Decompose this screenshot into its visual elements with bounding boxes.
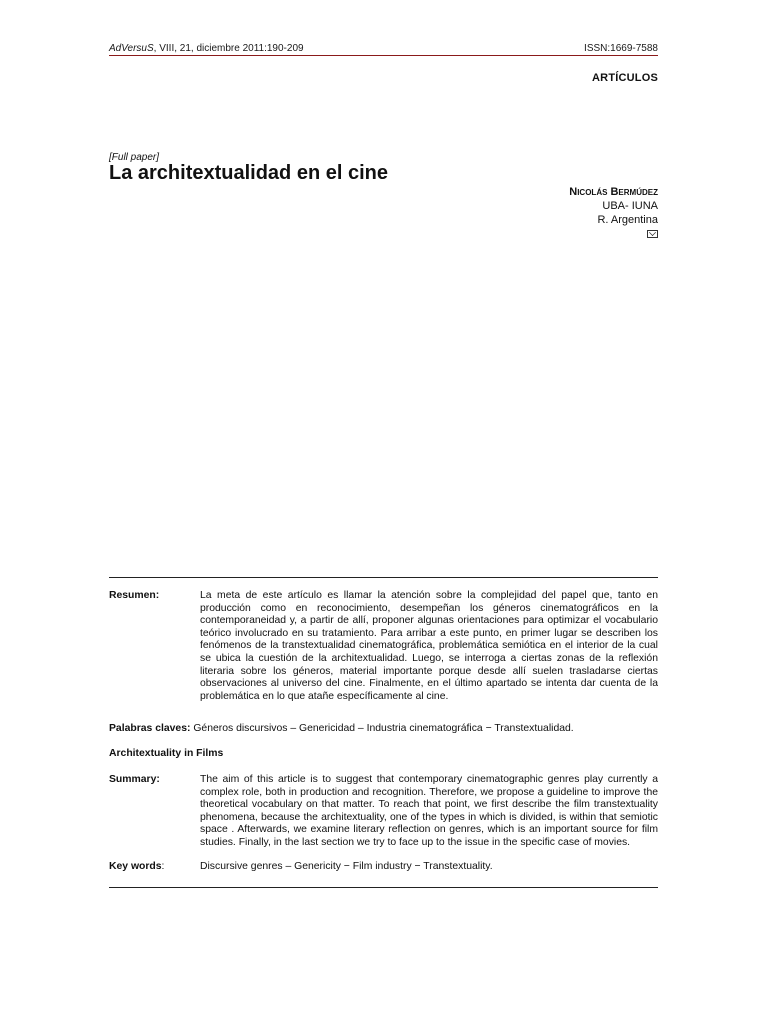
abstract-top-rule	[109, 577, 658, 578]
paper-type: [Full paper]	[109, 152, 160, 163]
author-affiliation: UBA- IUNA	[602, 200, 658, 212]
keywords-row	[109, 861, 658, 874]
issn: ISSN:1669-7588	[584, 43, 658, 54]
section-label: ARTÍCULOS	[592, 72, 658, 84]
keywords-text: Discursive genres – Genericity − Film industry − Transtextuality.	[200, 861, 493, 872]
summary-row	[109, 774, 658, 860]
palabras-label: Palabras claves:	[109, 723, 191, 734]
header-divider	[109, 55, 658, 56]
keywords-label: Key words	[109, 861, 162, 872]
english-title: Architextuality in Films	[109, 748, 224, 759]
summary-label: Summary:	[109, 774, 160, 785]
resumen-label: Resumen:	[109, 590, 160, 601]
author-contact[interactable]	[569, 227, 658, 242]
author-location: R. Argentina	[597, 214, 658, 226]
keywords-label-wrap	[109, 861, 164, 874]
citation-details: , VIII, 21, diciembre 2011:190-209	[153, 43, 304, 54]
palabras-row	[109, 723, 658, 736]
journal-citation	[109, 43, 304, 54]
abstract-bottom-rule	[109, 887, 658, 888]
palabras-text: Géneros discursivos – Genericidad – Industria cinematográfica − Transtextualidad.	[190, 723, 574, 734]
journal-name: AdVersuS	[109, 43, 154, 54]
author-block	[569, 185, 658, 242]
resumen-text: La meta de este artículo es llamar la atención sobre la complejidad del papel que, tanto en producción como en reconocimiento, desempeñan los géneros cinematográficos en la contemporaneidad y, a partir de allí, proponer algunas orientaciones para optimizar el vocabulario teórico involucrado en su tratamiento. Para arribar a este punto, en primer lugar se describen los fenómenos de la transtextualidad cinematográfica, problemática semiótica en el interior de la cual se ubica la cuestión de la architextualidad. Luego, se interroga a ciertas zonas de la reflexión literaria sobre los géneros, material importante porque desde allí suelen trasladarse ciertas observaciones al universo del cine. Finalmente, en el último apartado se intenta dar cuenta de la problemática en lo que atañe específicamente al cine.	[200, 590, 658, 702]
running-header	[109, 43, 658, 55]
resumen-row	[109, 590, 658, 718]
mail-icon[interactable]	[647, 230, 658, 238]
author-name: Nicolás Bermúdez	[569, 186, 658, 198]
keywords-colon: :	[161, 861, 165, 872]
article-title: La architextualidad en el cine	[109, 162, 388, 184]
summary-text: The aim of this article is to suggest that contemporary cinematographic genres play currently a complex role, both in production and recognition. Therefore, we propose a guideline to improve the theoretical vocabulary on that matter. To reach that point, we first describe the film transtextuality phenomena, because the architextuality, one of the types in which is divided, is within that semiotic space . Afterwards, we examine literary reflection on genres, which is an important source for film studies. Finally, in the last section we try to face up to the issue in the specific case of movies.	[200, 774, 658, 848]
